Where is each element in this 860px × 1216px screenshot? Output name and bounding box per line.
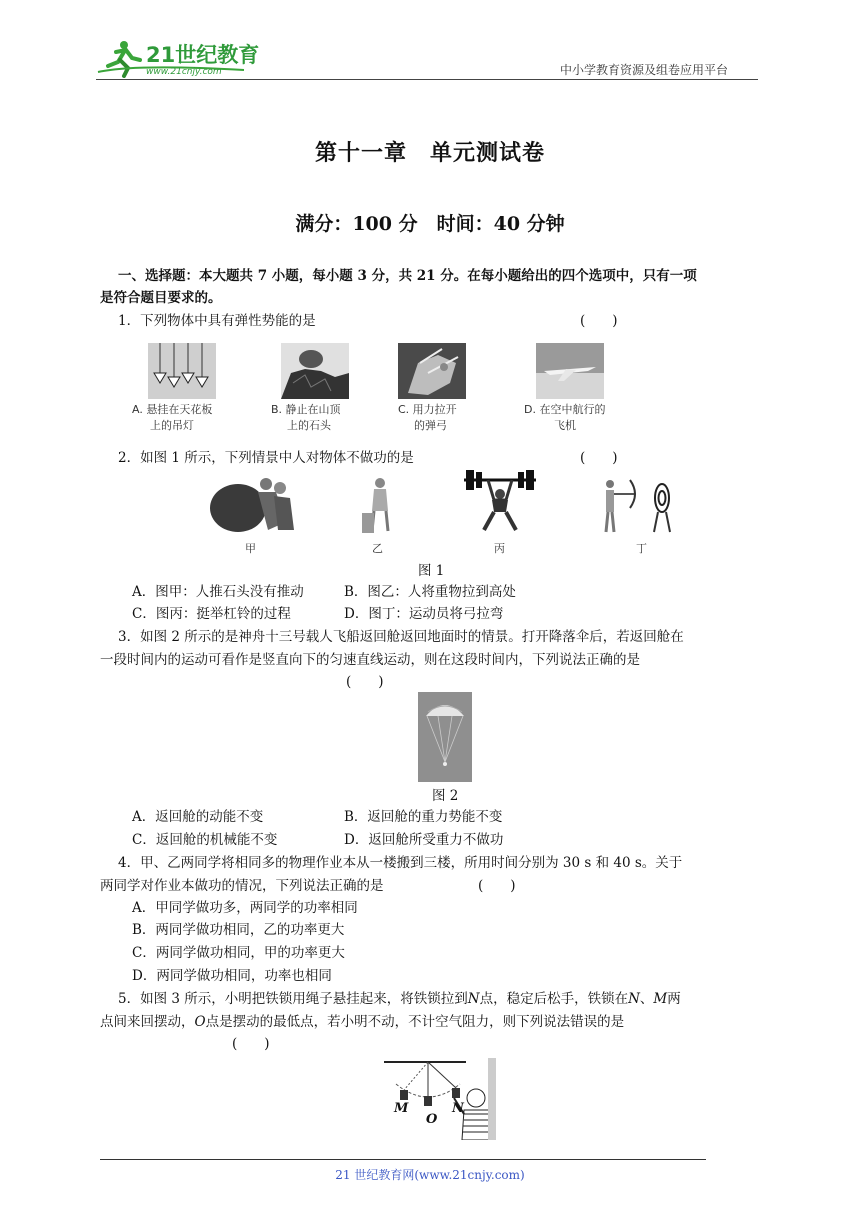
header-platform-text: 中小学教育资源及组卷应用平台 bbox=[560, 63, 729, 77]
q3-bracket: ( ) bbox=[346, 674, 384, 690]
q5-point-m: M bbox=[653, 991, 668, 1007]
q1-option-c: C. 用力拉开 的弹弓 bbox=[398, 403, 457, 432]
q5-stem-text-b: 点，稳定后松手，铁锁在 bbox=[479, 991, 629, 1007]
q5-stem-text-e: 点是摆动的最低点，若小明不动，不计空气阻力，则下列说法错误的是 bbox=[205, 1014, 625, 1030]
q5-label-o: O bbox=[426, 1112, 438, 1127]
q2-option-d: D．图丁：运动员将弓拉弯 bbox=[344, 606, 504, 622]
q5-stem-text-c: 两 bbox=[667, 991, 681, 1007]
q1-image-plane bbox=[536, 343, 604, 399]
q3-stem-line2: 一段时间内的运动可看作是竖直向下的匀速直线运动，则在这段时间内，下列说法正确的是 bbox=[100, 652, 640, 668]
page-title: 第十一章 单元测试卷 bbox=[314, 140, 545, 166]
svg-text:21世纪教育: 21世纪教育 bbox=[146, 43, 260, 67]
page-subtitle: 满分：100 分 时间：40 分钟 bbox=[295, 213, 565, 235]
q4-option-b: B．两同学做功相同，乙的功率更大 bbox=[132, 922, 345, 938]
q3-figure-caption: 图 2 bbox=[432, 788, 459, 804]
section-intro-line2: 是符合题目要求的。 bbox=[100, 290, 222, 306]
q2-image-lift bbox=[360, 475, 396, 535]
q3-option-a: A．返回舱的动能不变 bbox=[132, 809, 264, 825]
q3-stem-line1: 3．如图 2 所示的是神舟十三号载人飞船返回舱返回地面时的情景。打开降落伞后，若返回舱在 bbox=[118, 629, 684, 645]
q2-option-c: C．图丙：挺举杠铃的过程 bbox=[132, 606, 291, 622]
q2-bracket: ( ) bbox=[580, 450, 618, 466]
q4-option-c: C．两同学做功相同，甲的功率更大 bbox=[132, 945, 345, 961]
q5-stem-text-d: 点间来回摆动， bbox=[100, 1014, 195, 1030]
q3-option-c: C．返回舱的机械能不变 bbox=[132, 832, 278, 848]
q5-stem-line1 bbox=[118, 989, 681, 1009]
svg-text:www.21cnjy.com: www.21cnjy.com bbox=[146, 67, 222, 77]
q2-image-barbell bbox=[462, 470, 538, 534]
q5-stem-line2 bbox=[100, 1012, 624, 1032]
q1-image-rock bbox=[281, 343, 349, 399]
q5-point-n: N bbox=[467, 991, 480, 1007]
footer-divider bbox=[100, 1159, 706, 1160]
q4-option-d: D．两同学做功相同，功率也相同 bbox=[132, 968, 332, 984]
q1-bracket: ( ) bbox=[580, 313, 618, 329]
q1-option-d: D. 在空中航行的 飞机 bbox=[524, 403, 606, 432]
footer-link[interactable]: 21 世纪教育网(www.21cnjy.com) bbox=[335, 1168, 525, 1182]
q5-image-pendulum bbox=[384, 1058, 496, 1140]
q1-option-b: B. 静止在山顶 上的石头 bbox=[271, 403, 341, 432]
q4-bracket: ( ) bbox=[478, 878, 516, 894]
header-divider bbox=[96, 79, 758, 80]
q2-option-b: B．图乙：人将重物拉到高处 bbox=[344, 584, 516, 600]
q5-point-n2: N bbox=[628, 991, 640, 1007]
q5-point-o: O bbox=[194, 1014, 206, 1030]
q2-figure-caption: 图 1 bbox=[418, 563, 445, 579]
q4-stem-line1: 4．甲、乙两同学将相同多的物理作业本从一楼搬到三楼，所用时间分别为 30 s 和 40 s。关于 bbox=[118, 855, 683, 871]
q4-stem-line2: 两同学对作业本做功的情况，下列说法正确的是 bbox=[100, 878, 384, 894]
q5-stem-text-a: 5．如图 3 所示，小明把铁锁用绳子悬挂起来，将铁锁拉到 bbox=[118, 991, 468, 1007]
q2-stem: 2．如图 1 所示，下列情景中人对物体不做功的是 bbox=[118, 450, 414, 466]
q5-separator: 、 bbox=[639, 991, 654, 1007]
q3-option-d: D．返回舱所受重力不做功 bbox=[344, 832, 504, 848]
q2-option-a: A．图甲：人推石头没有推动 bbox=[132, 584, 304, 600]
q2-label-ding: 丁 bbox=[636, 542, 647, 555]
q1-image-lamps bbox=[148, 343, 216, 399]
q3-option-b: B．返回舱的重力势能不变 bbox=[344, 809, 503, 825]
q2-label-jia: 甲 bbox=[245, 542, 256, 555]
q5-label-n: N bbox=[452, 1101, 464, 1116]
q1-image-slingshot bbox=[398, 343, 466, 399]
q2-label-yi: 乙 bbox=[372, 542, 383, 555]
q1-option-a: A. 悬挂在天花板 上的吊灯 bbox=[132, 403, 213, 432]
q4-option-a: A．甲同学做功多，两同学的功率相同 bbox=[132, 900, 358, 916]
q2-label-bing: 丙 bbox=[494, 542, 505, 555]
q3-image-parachute bbox=[418, 692, 472, 782]
q5-label-m: M bbox=[394, 1101, 409, 1116]
site-logo bbox=[94, 38, 264, 78]
q2-image-archery bbox=[600, 478, 676, 534]
q2-image-push-rock bbox=[206, 472, 296, 534]
section-intro-line1: 一、选择题：本大题共 7 小题，每小题 3 分，共 21 分。在每小题给出的四个选项中，只有一项 bbox=[118, 268, 697, 284]
q1-stem: 1．下列物体中具有弹性势能的是 bbox=[118, 313, 316, 329]
q5-bracket: ( ) bbox=[232, 1036, 270, 1052]
